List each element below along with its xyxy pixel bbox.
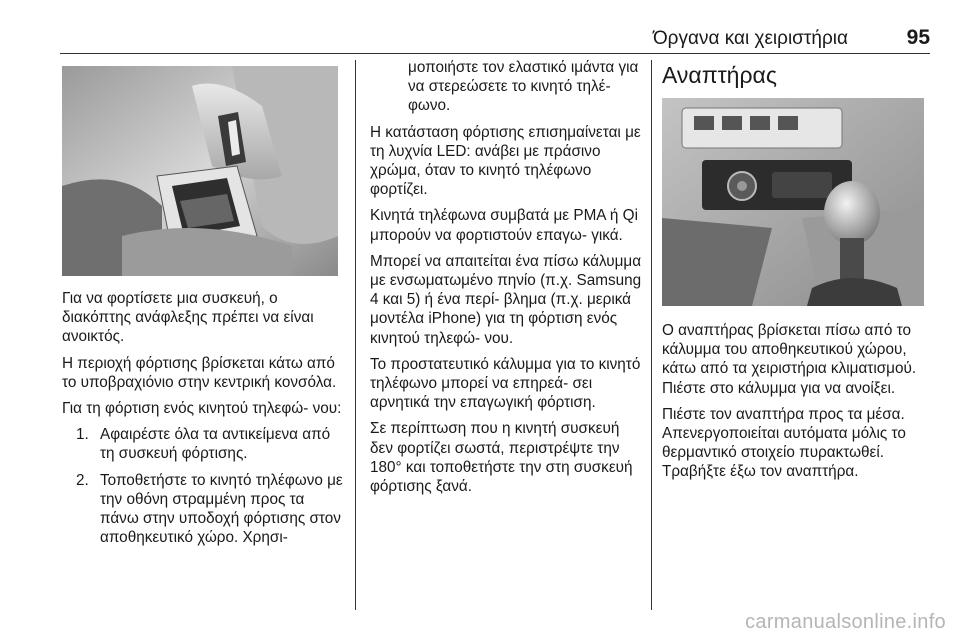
charging-compartment-illustration (62, 66, 338, 276)
charging-steps-list (62, 425, 346, 547)
paragraph: Μπορεί να απαιτείται ένα πίσω κάλυμμα με ενσωματωμένο πηνίο (π.χ. Samsung 4 και 5) ή ένα περί‐ βλημα (π.χ. μερικά μοντέλα iPhone) για τη φόρτιση ενός κινητού τηλεφώ‐ νου. (370, 252, 642, 347)
middle-column (370, 58, 642, 503)
column-divider-left (355, 60, 356, 610)
step-number: 2. (76, 471, 89, 489)
list-item (62, 425, 346, 463)
page-number: 95 (906, 26, 930, 49)
section-title: Αναπτήρας (662, 62, 777, 88)
step-text: Αφαιρέστε όλα τα αντικείμενα από τη συσκευή φόρτισης. (100, 426, 331, 463)
paragraph: Η κατάσταση φόρτισης επισημαίνεται με τη λυχνία LED: ανάβει με πράσινο χρώμα, όταν το κινητό τηλέφωνο φορτίζει. (370, 123, 641, 199)
watermark: carmanualsonline.info (745, 611, 946, 633)
right-column (662, 321, 932, 489)
paragraph: Η περιοχή φόρτισης βρίσκεται κάτω από το υποβραχιόνιο στην κεντρική κονσόλα. (62, 354, 337, 391)
lighter-illustration (662, 98, 924, 306)
page-header-title: Όργανα και χειριστήρια (652, 28, 848, 49)
paragraph: Κινητά τηλέφωνα συμβατά με PMA ή Qi μπορούν να φορτιστούν επαγω‐ γικά. (370, 207, 638, 244)
header-divider (60, 53, 930, 54)
lighter-figure (662, 98, 924, 306)
paragraph: Πιέστε τον αναπτήρα προς τα μέσα. Απενεργοποιείται αυτόματα μόλις το θερμαντικό στοιχείο πυρακτωθεί. Τραβήξτε έξω τον αναπτήρα. (662, 405, 906, 481)
column-divider-right (651, 60, 652, 610)
step-text: Τοποθετήστε το κινητό τηλέφωνο με την οθόνη στραμμένη προς τα πάνω στην υποδοχή φόρτισης στον αποθηκευτικό χώρο. Χρησι‐ (100, 471, 343, 547)
paragraph: Για τη φόρτιση ενός κινητού τηλεφώ‐ νου: (62, 400, 342, 418)
step-number: 1. (76, 426, 89, 444)
list-item (62, 471, 346, 548)
left-column (62, 289, 346, 554)
paragraph: Για να φορτίσετε μια συσκευή, ο διακόπτης ανάφλεξης πρέπει να είναι ανοικτός. (62, 290, 314, 346)
paragraph: Σε περίπτωση που η κινητή συσκευή δεν φορτίζει σωστά, περιστρέψτε την 180° και τοποθετήστε την στη συσκευή φόρτισης ξανά. (370, 420, 633, 496)
paragraph: Το προστατευτικό κάλυμμα για το κινητό τηλέφωνο μπορεί να επηρεά‐ σει αρνητικά την επαγωγική φόρτιση. (370, 355, 641, 412)
paragraph: Ο αναπτήρας βρίσκεται πίσω από το κάλυμμα του αποθηκευτικού χώρου, κάτω από τα χειριστήρια κλιματισμού. Πιέστε στο κάλυμμα για να ανοίξει. (662, 322, 917, 397)
step-continuation: μοποιήστε τον ελαστικό ιμάντα για να στερεώσετε το κινητό τηλέ‐ φωνο. (408, 59, 639, 115)
charging-compartment-figure (62, 66, 338, 276)
